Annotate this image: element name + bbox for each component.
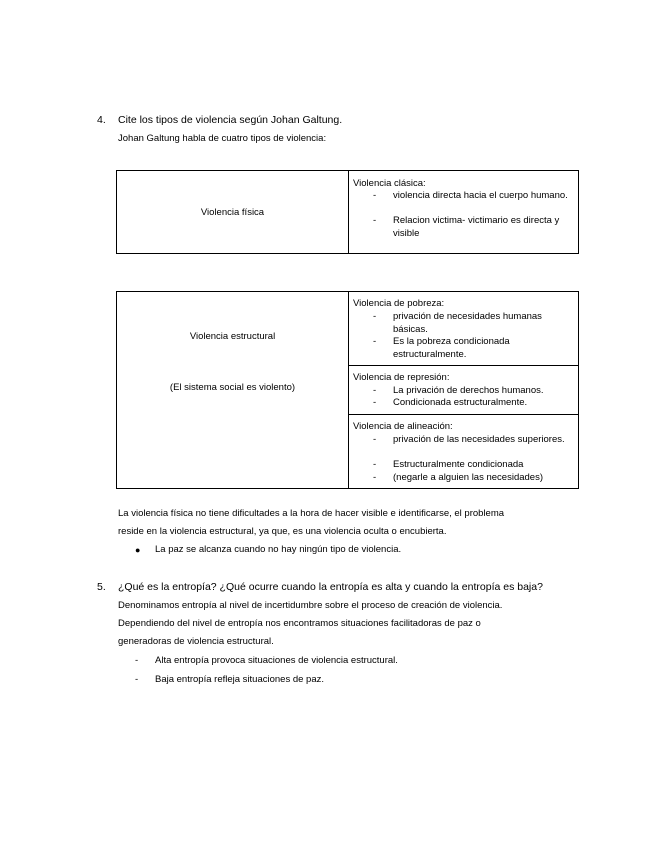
list-item: Alta entropía provoca situaciones de violencia estructural.: [155, 655, 398, 666]
dash-icon: -: [135, 655, 139, 666]
violencia-fisica-cell: [117, 171, 349, 254]
question-5-title: ¿Qué es la entropía? ¿Qué ocurre cuando la entropía es alta y cuando la entropía es baja?: [118, 581, 543, 593]
paragraph-line: Denominamos entropía al nivel de incertidumbre sobre el proceso de creación de violencia.: [118, 600, 503, 611]
paragraph-line: Dependiendo del nivel de entropía nos encontramos situaciones facilitadoras de paz o: [118, 618, 481, 629]
violencia-pobreza-heading: Violencia de pobreza:: [353, 298, 445, 309]
violencia-clasica-cell: Violencia clásica: - violencia directa hacia el cuerpo humano. - Relacion victima- victimario es directa y visible: [349, 171, 579, 254]
question-4-number: 4.: [97, 114, 106, 126]
violencia-estructural-table: [116, 291, 579, 489]
bullet-text: La paz se alcanza cuando no hay ningún tipo de violencia.: [155, 544, 402, 555]
dash-icon: -: [135, 674, 139, 685]
bullet-dot-icon: ●: [135, 545, 141, 555]
paragraph-line: generadoras de violencia estructural.: [118, 636, 274, 647]
question-5-number: 5.: [97, 581, 106, 593]
violencia-alineacion-cell: Violencia de alineación: - privación de las necesidades superiores. - Estructuralmente condicionada - (negarle a alguien las necesidades): [349, 415, 579, 489]
list-item: Baja entropía refleja situaciones de paz.: [155, 674, 324, 685]
violencia-alineacion-heading: Violencia de alineación:: [353, 421, 453, 432]
violencia-fisica-table: [116, 170, 579, 254]
violencia-fisica-label: Violencia física: [200, 206, 265, 218]
violencia-represion-cell: Violencia de represión: - La privación de derechos humanos. - Condicionada estructuralmente.: [349, 366, 579, 415]
question-4-intro: Johan Galtung habla de cuatro tipos de violencia:: [118, 133, 327, 144]
violencia-estructural-cell: [117, 292, 349, 489]
violencia-represion-heading: Violencia de represión:: [353, 372, 450, 383]
violencia-estructural-label: Violencia estructural: [189, 331, 276, 342]
sistema-social-label: (El sistema social es violento): [169, 382, 296, 393]
paragraph-line: reside en la violencia estructural, ya que, es una violencia oculta o encubierta.: [118, 526, 447, 537]
violencia-pobreza-cell: Violencia de pobreza: - privación de necesidades humanas básicas. - Es la pobreza condicionada estructuralmente.: [349, 292, 579, 366]
question-4-title: Cite los tipos de violencia según Johan Galtung.: [118, 114, 343, 126]
violencia-clasica-heading: Violencia clásica:: [353, 178, 426, 189]
paragraph-line: La violencia física no tiene dificultades a la hora de hacer visible e identificarse, el problema: [118, 508, 505, 519]
